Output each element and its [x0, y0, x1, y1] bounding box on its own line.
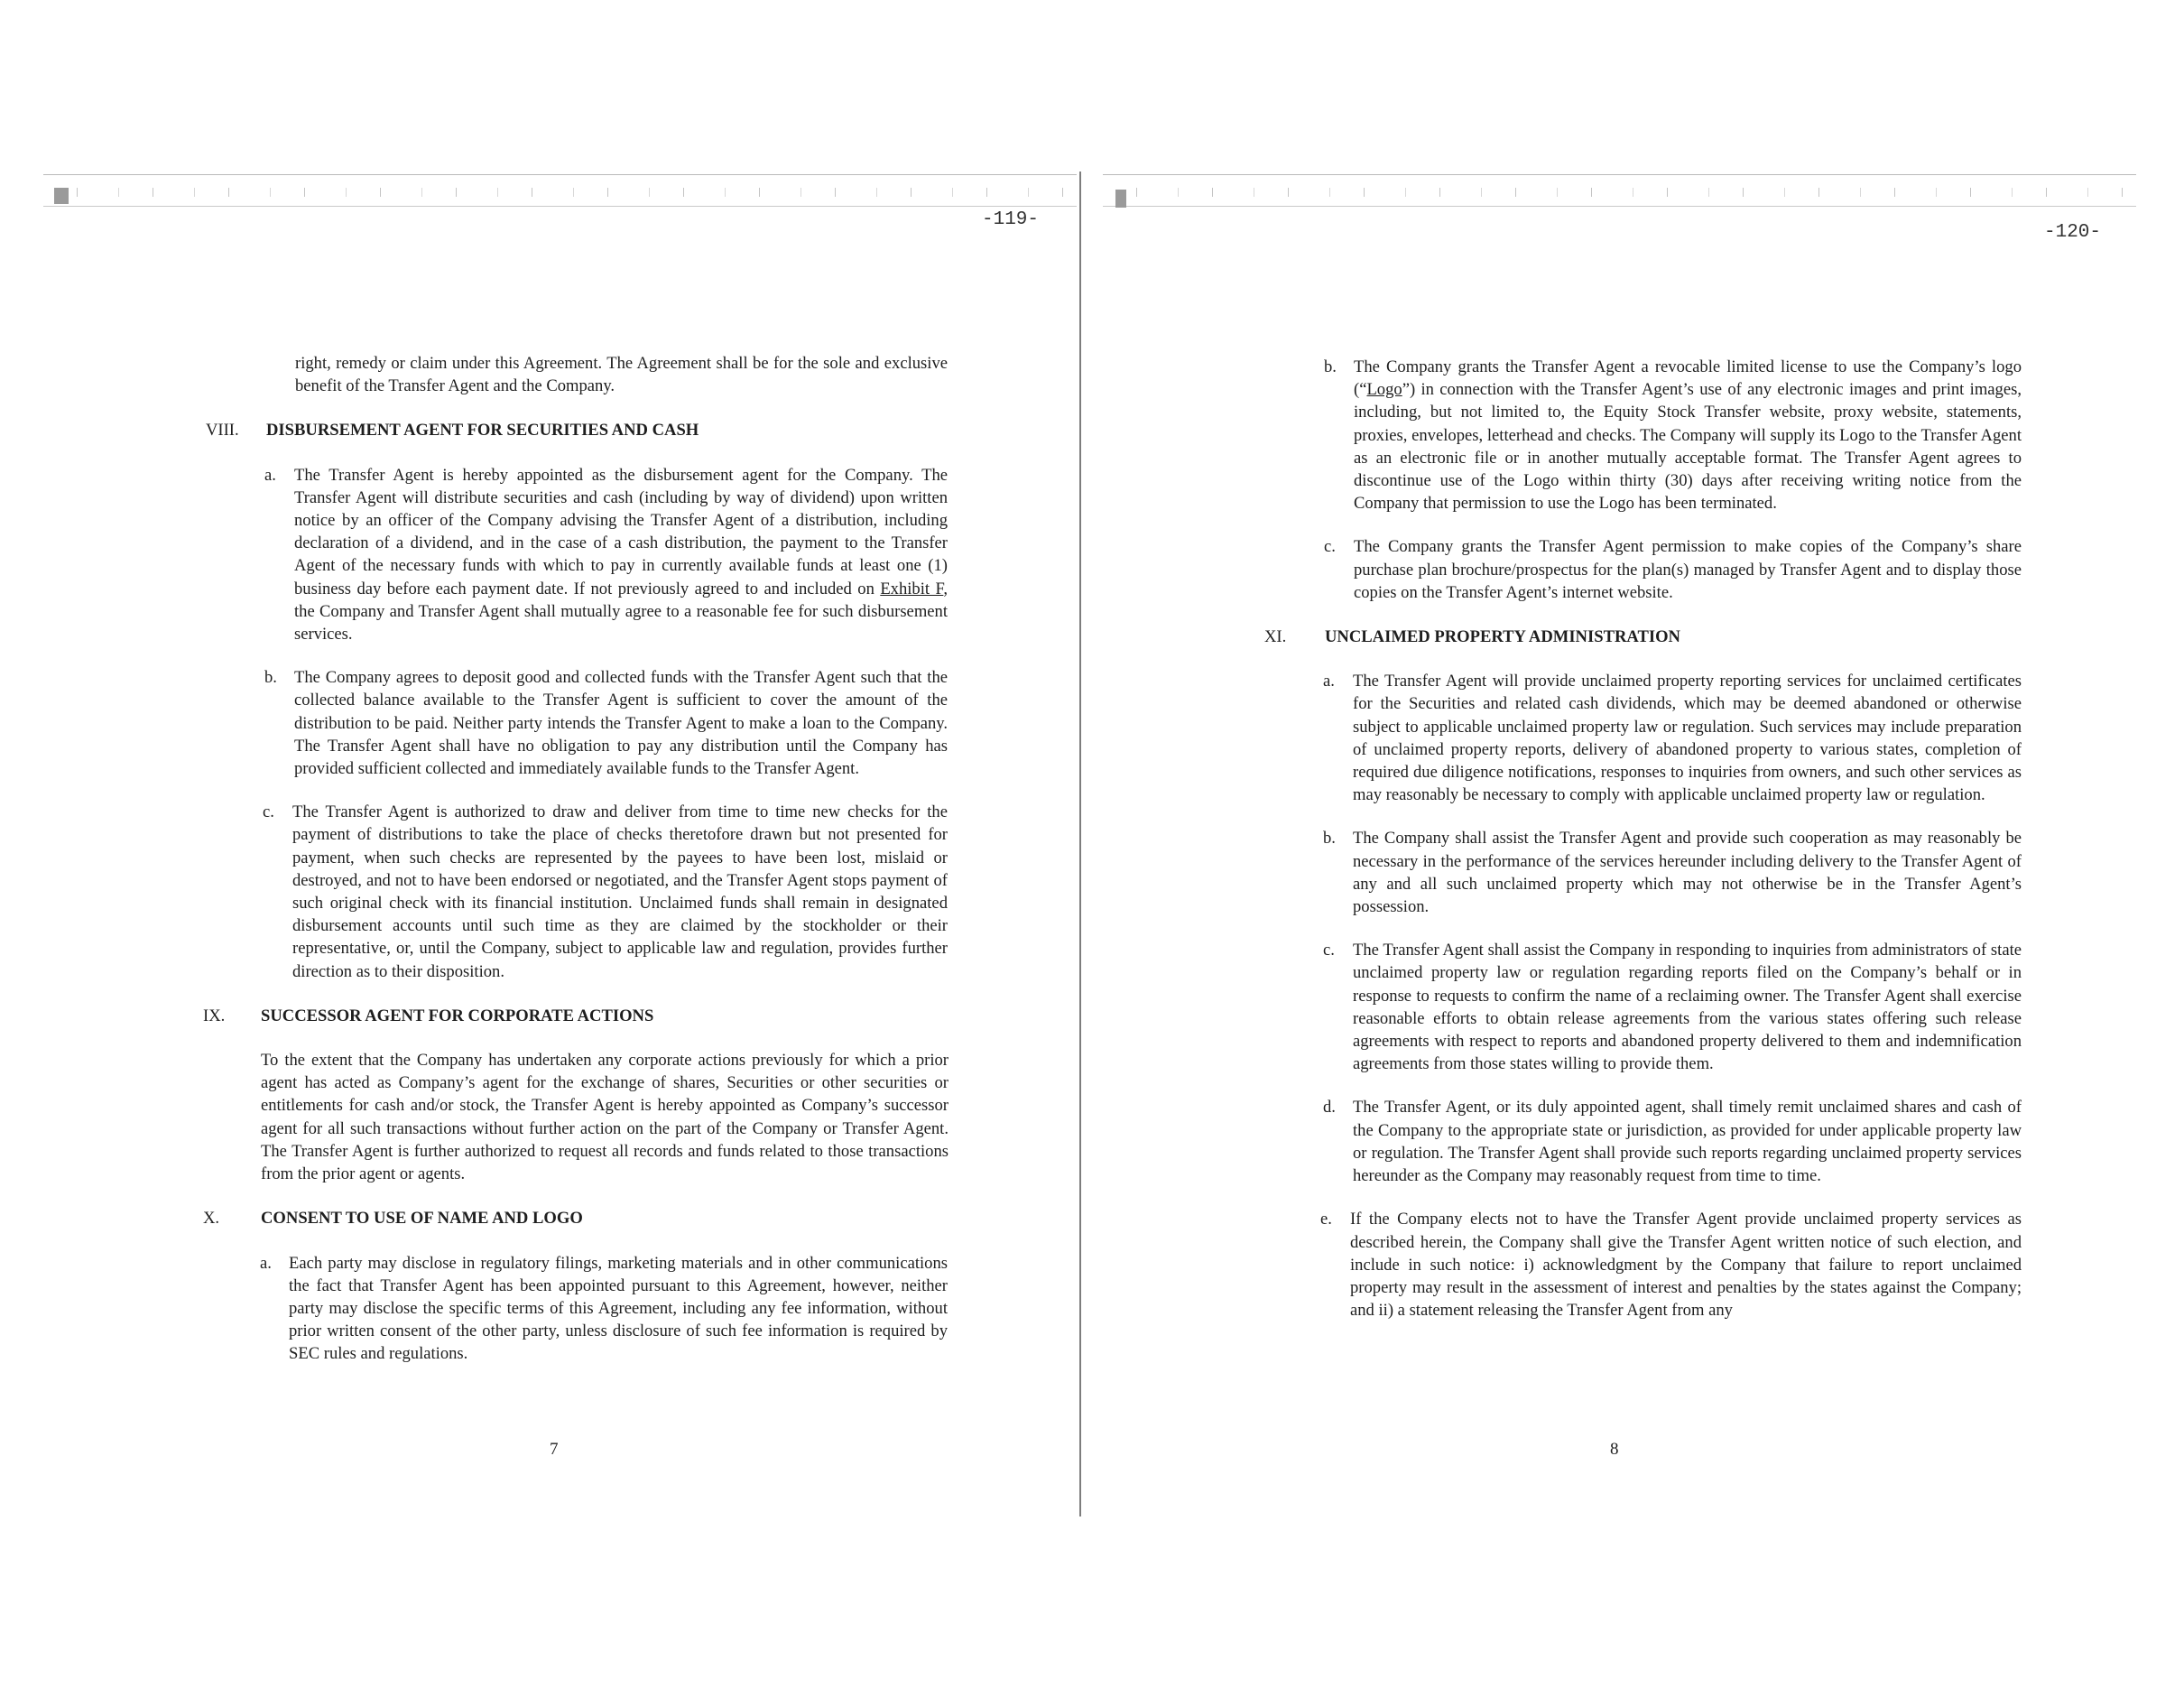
item-text: The Company grants the Transfer Agent permission to make copies of the Company’s share purchase plan brochure/prospectus for the plan(s) managed by Transfer Agent and to display those copies on the Transfer Agent’s internet website.: [1354, 537, 2022, 602]
item-text: The Transfer Agent is hereby appointed as the disbursement agent for the Company. The Transfer Agent will distribute securities and cash (including by way of dividend) upon written notice by an officer of the Company advising the Transfer Agent of a distribution, including declaration of a dividend, and in the case of a cash distribution, the payment to the Transfer Agent of the necessary funds with which to pay in currently available funds at least one (1) business day before each payment date. If not previously agreed to and included on: [294, 465, 948, 598]
page-divider: [1079, 172, 1081, 1516]
section-title: UNCLAIMED PROPERTY ADMINISTRATION: [1325, 627, 1680, 647]
section-x-item-b: [1259, 356, 2022, 515]
section-x-item-c: [1259, 535, 2022, 604]
section-number: XI.: [1264, 627, 1287, 647]
item-text: The Transfer Agent is authorized to draw and deliver from time to time new checks for the payment of distributions to take the place of checks theretofore drawn but not presented for payment, when such checks are represented by the payees to have been lost, mislaid or destroyed, and not to have been endorsed or negotiated, and the Transfer Agent stops payment of such original check with its financial institution. Unclaimed funds shall remain in designated disbursement accounts until such time as they are claimed by the stockholder or their representative, or, until the Company, subject to applicable law and regulation, provides further direction as to their disposition.: [292, 802, 948, 981]
section-viii-item-c: [203, 801, 948, 983]
item-text: The Transfer Agent shall assist the Company in responding to inquiries from administrators of state unclaimed property law or regulation regarding reports filed on the Company’s behalf or in response to requests to confirm the name of a reclaiming owner. The Transfer Agent shall exercise reasonable efforts to obtain release agreements from the various states offering such release agreements with respect to reports and abandoned property delivered to them and indemnification agreements from those states willing to provide them.: [1353, 941, 2022, 1074]
section-xi-item-a: [1259, 670, 2022, 806]
item-text: The Company grants the Transfer Agent a revocable limited license to use the Company’s logo (“: [1354, 357, 2022, 400]
section-ix-paragraph: To the extent that the Company has undertaken any corporate actions previously for which a prior agent has acted as Company’s agent for the exchange of shares, Securities or other securities or entitlements for cash and/or stock, the Transfer Agent is hereby appointed as Company’s successor agent for all such transactions without further action on the part of the Company or Transfer Agent. The Transfer Agent is further authorized to request all records and funds related to those transactions from the prior agent or agents.: [261, 1051, 949, 1184]
item-label: b.: [1324, 357, 1337, 376]
item-text: ”) in connection with the Transfer Agent’s use of any electronic images and print images, including, but not limited to, the Equity Stock Transfer website, proxy website, statements, proxies, envelopes, letterhead and checks. The Company will supply its Logo to the Transfer Agent as an electronic file or in another mutually acceptable format. The Transfer Agent agrees to discontinue use of the Logo within thirty (30) days after receiving writing notice from the Company that permission to use the Logo has been terminated.: [1354, 380, 2022, 514]
section-xi-item-e: [1259, 1208, 2022, 1322]
section-title: SUCCESSOR AGENT FOR CORPORATE ACTIONS: [261, 1006, 654, 1025]
logo-reference: Logo: [1366, 380, 1402, 400]
section-x-item-a: [203, 1252, 948, 1366]
item-label: c.: [1323, 941, 1335, 960]
page-number-left: 7: [550, 1440, 559, 1459]
section-title: CONSENT TO USE OF NAME AND LOGO: [261, 1209, 583, 1229]
fax-header-strip-left: [43, 174, 1077, 208]
section-title: DISBURSEMENT AGENT FOR SECURITIES AND CASH: [266, 421, 699, 441]
section-viii-heading: [203, 419, 948, 441]
item-text: If the Company elects not to have the Transfer Agent provide unclaimed property services as described herein, the Company shall give the Transfer Agent written notice of such election, and include in such notice: i) acknowledgment by the Company that failure to report unclaimed property may result in the assessment of interest and penalties by the states against the Company; and ii) a statement releasing the Transfer Agent from any: [1350, 1210, 2022, 1321]
section-viii-item-b: [203, 666, 948, 780]
item-label: c.: [263, 802, 274, 822]
item-text: The Company agrees to deposit good and collected funds with the Transfer Agent such that the collected balance available to the Transfer Agent is sufficient to cover the amount of the distribution to be paid. Neither party intends the Transfer Agent to make a loan to the Company. The Transfer Agent shall have no obligation to pay any distribution until the Company has provided sufficient collected and immediately available funds to the Transfer Agent.: [294, 668, 948, 779]
page-number-right: 8: [1610, 1440, 1619, 1459]
item-label: a.: [1323, 672, 1335, 691]
intro-paragraph: right, remedy or claim under this Agreement. The Agreement shall be for the sole and exclusive benefit of the Transfer Agent and the Company.: [295, 354, 948, 396]
right-page: [1259, 352, 2022, 1322]
section-number: X.: [203, 1209, 220, 1229]
section-xi-item-d: [1259, 1096, 2022, 1187]
section-xi-item-b: [1259, 827, 2022, 918]
item-label: b.: [1323, 829, 1336, 849]
item-text: , the Company and Transfer Agent shall mutually agree to a reasonable fee for such disbursement services.: [294, 579, 949, 645]
item-text: The Company shall assist the Transfer Agent and provide such cooperation as may reasonably be necessary in the performance of the services hereunder including delivery to the Transfer Agent of any and all such unclaimed property which may not otherwise be in the Transfer Agent’s possession.: [1353, 829, 2022, 917]
section-xi-heading: [1259, 626, 2022, 648]
item-label: a.: [264, 465, 276, 485]
item-label: a.: [260, 1253, 272, 1273]
item-text: The Transfer Agent, or its duly appointed agent, shall timely remit unclaimed shares and cash of the Company to the appropriate state or jurisdiction, as provided for under applicable property law or regulation. The Transfer Agent shall provide such reports regarding unclaimed property services hereunder as the Company may reasonably request from time to time.: [1353, 1098, 2022, 1186]
fax-header-strip-right: [1103, 174, 2136, 208]
section-number: IX.: [203, 1006, 226, 1025]
exhibit-f-reference: Exhibit F: [880, 579, 944, 598]
fax-page-number-right: -120-: [2044, 222, 2102, 243]
item-label: e.: [1320, 1210, 1332, 1229]
item-text: The Transfer Agent will provide unclaimed property reporting services for unclaimed certificates for the Securities and related cash dividends, which may be deemed abandoned or otherwise subject to applicable unclaimed property law or regulation. Such services may include preparation of unclaimed property reports, delivery of abandoned property to various states, completion of required due diligence notifications, responses to inquiries from owners, and such other services as may reasonably be necessary to comply with applicable unclaimed property law or regulation.: [1353, 672, 2022, 805]
section-number: VIII.: [206, 421, 239, 441]
section-ix-heading: [203, 1005, 948, 1027]
left-page: [203, 352, 948, 1366]
section-xi-item-c: [1259, 939, 2022, 1075]
item-text: Each party may disclose in regulatory filings, marketing materials and in other communications the fact that Transfer Agent has been appointed pursuant to this Agreement, however, neither party may disclose the specific terms of this Agreement, including any fee information, without prior written consent of the other party, unless disclosure of such fee information is required by SEC rules and regulations.: [289, 1253, 948, 1364]
section-viii-item-a: [203, 464, 948, 646]
item-label: b.: [264, 668, 277, 688]
fax-page-number-left: -119-: [982, 209, 1040, 230]
item-label: c.: [1324, 537, 1336, 557]
item-label: d.: [1323, 1098, 1336, 1118]
section-x-heading: [203, 1207, 948, 1229]
